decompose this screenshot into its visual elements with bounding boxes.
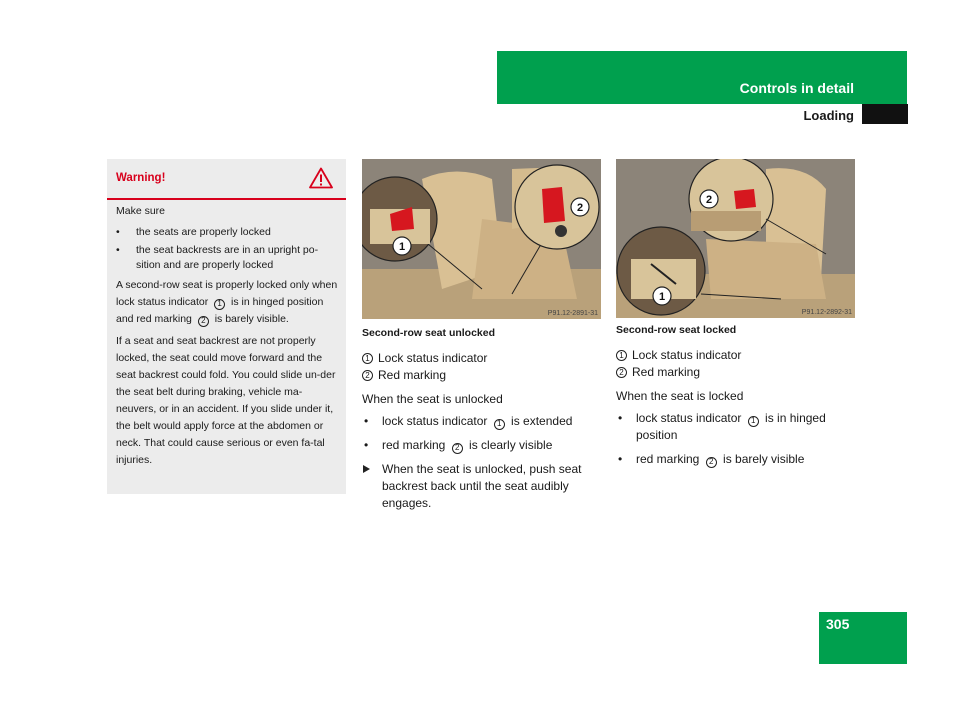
photo-marker-1: 1 xyxy=(658,291,666,303)
seat-unlocked-photo xyxy=(362,159,601,319)
legend-label: Lock status indicator xyxy=(632,348,742,362)
photo-code: P91.12-2892-31 xyxy=(801,309,852,316)
seat-locked-photo xyxy=(616,159,855,318)
warning-bullet: • the seats are properly locked xyxy=(116,225,340,240)
callout-number: 2 xyxy=(706,457,717,468)
text-span: is barely visible xyxy=(719,452,805,466)
list-item xyxy=(616,410,856,444)
page-number: 305 xyxy=(826,616,850,632)
text-span: red marking xyxy=(636,452,703,466)
text-span: is in hinged position xyxy=(636,411,826,442)
unlocked-caption: Second-row seat unlocked xyxy=(362,327,496,339)
legend-label: Red marking xyxy=(632,365,701,379)
legend-label: Lock status indicator xyxy=(378,351,488,365)
legend-item xyxy=(362,350,602,367)
text-span: red marking xyxy=(382,438,449,452)
action-step: When the seat is unlocked, push seat backrest back until the seat audibly engages. xyxy=(362,461,602,512)
photo-marker-2: 2 xyxy=(705,194,713,206)
callout-number: 2 xyxy=(616,367,627,378)
warning-header xyxy=(107,159,346,200)
callout-number: 1 xyxy=(748,416,759,427)
legend-item xyxy=(362,367,602,384)
callout-number: 1 xyxy=(214,299,225,310)
text-span: is clearly visible xyxy=(465,438,553,452)
callout-number: 2 xyxy=(198,316,209,327)
photo-marker-1: 1 xyxy=(398,241,406,253)
header-band xyxy=(497,51,907,104)
text-span: is in hinged position and red marking xyxy=(116,296,324,325)
list-item xyxy=(362,437,602,454)
callout-number: 2 xyxy=(452,443,463,454)
section-tab-marker xyxy=(862,104,908,124)
list-item xyxy=(616,451,856,468)
list-item xyxy=(362,413,602,430)
callout-number: 1 xyxy=(616,350,627,361)
text-span: lock status indicator xyxy=(636,411,745,425)
legend-item xyxy=(616,364,856,381)
locked-caption: Second-row seat locked xyxy=(616,324,737,336)
legend-item xyxy=(616,347,856,364)
text-span: lock status indicator xyxy=(382,414,491,428)
text-span: A second-row seat is properly locked only when lock status indicator xyxy=(116,279,338,308)
text-span: is barely visible. xyxy=(211,313,289,325)
warning-intro: Make sure xyxy=(116,205,166,217)
locked-intro: When the seat is locked xyxy=(616,389,744,403)
unlocked-bullets xyxy=(362,413,602,454)
locked-section xyxy=(616,322,856,475)
text-span: is extended xyxy=(507,414,573,428)
warning-bullet: • the seat backrests are in an upright po-sition and are properly locked xyxy=(116,243,340,273)
photo-code: P91.12-2891-31 xyxy=(547,310,598,317)
seat-unlocked-illustration xyxy=(362,159,601,319)
warning-title: Warning! xyxy=(116,172,166,184)
warning-bullets xyxy=(116,225,340,273)
warning-paragraph-lock xyxy=(116,277,340,328)
photo-marker-2: 2 xyxy=(576,202,584,214)
locked-bullets xyxy=(616,410,856,468)
warning-triangle-icon xyxy=(309,167,333,189)
legend-label: Red marking xyxy=(378,368,447,382)
callout-number: 1 xyxy=(362,353,373,364)
subsection-title: Loading xyxy=(803,108,854,123)
callout-number: 1 xyxy=(494,419,505,430)
unlocked-intro: When the seat is unlocked xyxy=(362,392,503,406)
warning-box xyxy=(107,159,346,494)
callout-number: 2 xyxy=(362,370,373,381)
section-title: Controls in detail xyxy=(739,80,854,96)
unlocked-section xyxy=(362,325,602,512)
warning-body xyxy=(116,203,340,474)
seat-locked-illustration xyxy=(616,159,855,318)
warning-paragraph-danger: If a seat and seat backrest are not properly locked, the seat could move forward and the seat backrest could fold. You could slide un-der the seat belt during braking, vehicle ma-neuvers, or in an accident. If you slide under it, the belt would apply force at the abdomen or neck. That could cause serious or even fa-tal injuries. xyxy=(116,335,336,466)
